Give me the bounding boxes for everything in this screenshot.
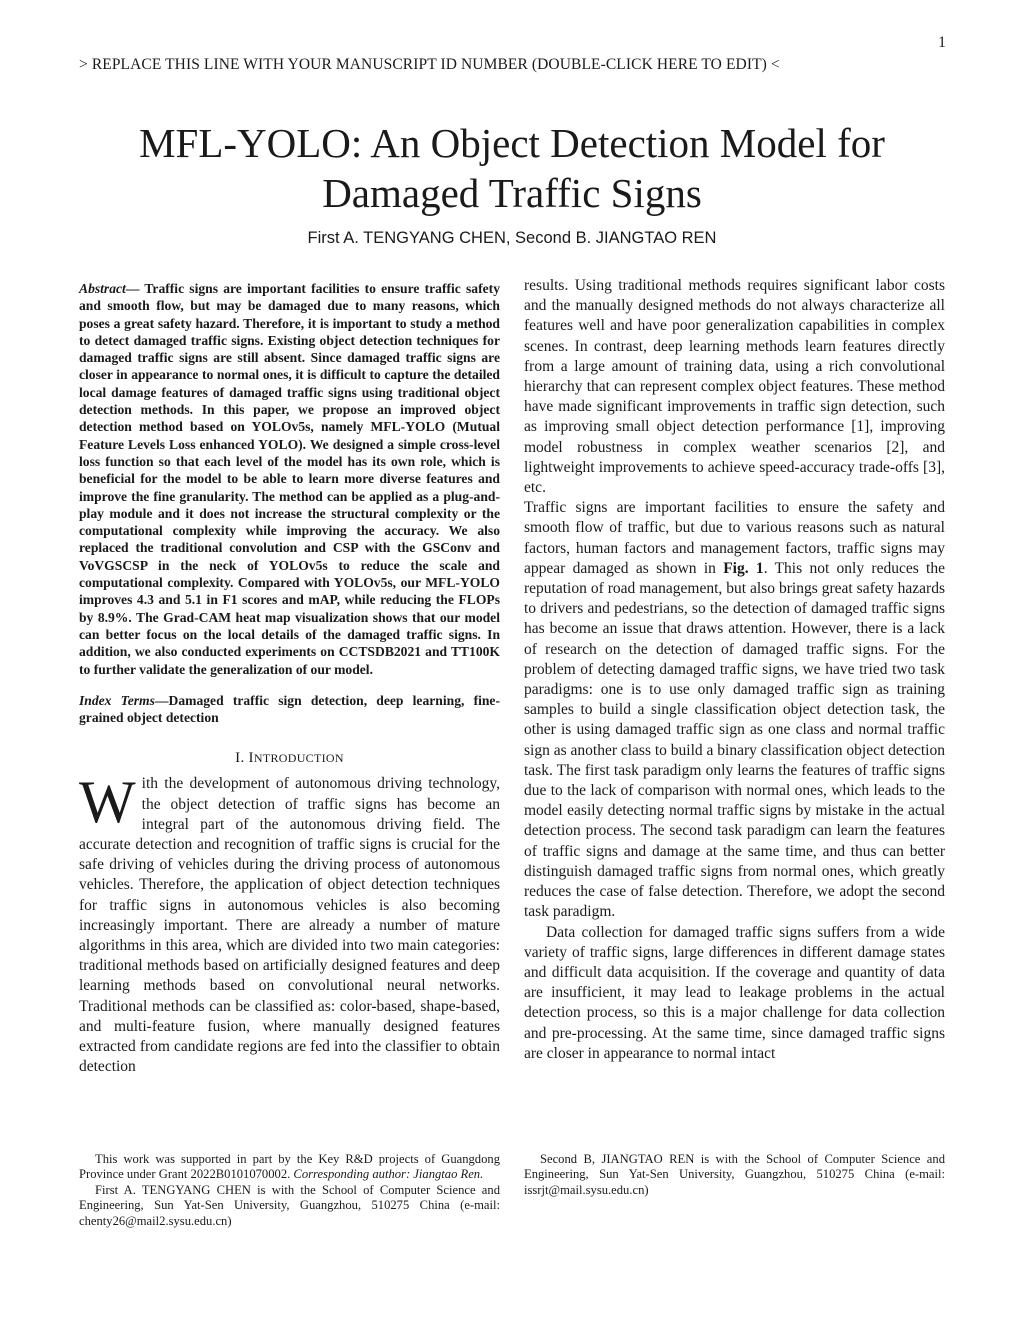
abstract-text: — Traffic signs are important facilities to ensure traffic safety and smooth flow, but may be damaged due to many reasons, which poses a great safety hazard. Therefore, it is important to study a method to detect damaged traffic signs. Existing object detection techniques for damaged traffic signs are still absent. Since damaged traffic signs are closer in appearance to normal ones, it is difficult to capture the detailed local damage features of damaged traffic signs using traditional object detection methods. In this paper, we propose an improved object detection method based on YOLOv5s, namely MFL-YOLO (Mutual Feature Levels Loss enhanced YOLO). We designed a simple cross-level loss function so that each level of the model has its own role, which is beneficial for the model to be able to learn more diverse features and improve the fine granularity. The method can be applied as a plug-and-play module and it does not increase the structural complexity or the computational complexity while improving the accuracy. We also replaced the traditional convolution and CSP with the GSConv and VoVGSCSP in the neck of YOLOv5s to reduce the scale and computational complexity. Compared with YOLOv5s, our MFL-YOLO improves 4.3 and 5.1 in F1 scores and mAP, while reducing the FLOPs by 8.9%. The Grad-CAM heat map visualization shows that our model can better focus on the local details of the damaged traffic signs. In addition, we also conducted experiments on CCTSDB2021 and TT100K to further validate the generalization of our model. bbox=[79, 281, 500, 677]
index-terms-text: —Damaged traffic sign detection, deep learning, fine-grained object detection bbox=[79, 692, 500, 726]
intro-paragraph-1-left-text: ith the development of autonomous driving technology, the object detection of traffic signs has become an integral part of the autonomous driving field. The accurate detection and recognition of traffic signs is crucial for the safe driving of vehicles during the driving process of autonomous vehicles. Therefore, the application of object detection techniques for traffic signs in autonomous vehicles is also becoming increasingly important. There are already a number of mature algorithms in this area, which are divided into two main categories: traditional methods based on artificially designed features and deep learning methods based on convolutional neural networks. Traditional methods can be classified as: color-based, shape-based, and multi-feature fusion, where manually designed features extracted from candidate regions are fed into the classifier to obtain detection bbox=[79, 775, 500, 1076]
intro-paragraph-2-text-b: . This not only reduces the reputation of road management, but also brings great safety hazards to drivers and pedestrians, so the detection of damaged traffic signs has become an issue that draws attention. However, there is a lack of research on the detection of damaged traffic signs. For the problem of detecting damaged traffic signs, we have tried two task paradigms: one is to use only damaged traffic sign as training samples to build a single classification object detection task, the other is using damaged traffic sign as one class and normal traffic sign as another class to build a binary classification object detection task. The first task paradigm only learns the features of traffic signs due to the lack of comparison with normal ones, which leads to the model easily detecting normal traffic signs by mistake in the actual detection process. The second task paradigm can learn the features of traffic signs and damage at the same time, and thus can better distinguish damaged traffic signs from normal ones, which greatly reduces the case of false detection. Therefore, we adopt the second task paradigm. bbox=[524, 559, 945, 921]
author-line: First A. TENGYANG CHEN, Second B. JIANGTAO REN bbox=[307, 229, 717, 247]
index-terms bbox=[79, 692, 500, 727]
paper-title bbox=[0, 118, 1024, 218]
intro-paragraph-2-text-a: Traffic signs are important facilities to ensure the safety and smooth flow of traffic, but due to various reasons such as natural factors, human factors and management factors, traffic signs may appear damaged as shown in bbox=[524, 499, 945, 577]
drop-cap: W bbox=[79, 769, 136, 836]
section-number: I. I bbox=[235, 750, 254, 767]
section-heading bbox=[79, 750, 500, 767]
abstract-label: Abstract bbox=[79, 281, 126, 296]
figure-reference-link[interactable]: Fig. 1 bbox=[723, 559, 764, 577]
right-column bbox=[524, 276, 945, 1064]
author1-footnote: First A. TENGYANG CHEN is with the School of Computer Science and Engineering, Sun Yat-Sen University, Guangzhou, 510275 China (e-mail: chenty26@mail2.sysu.edu.cn) bbox=[79, 1182, 500, 1228]
intro-paragraph-2 bbox=[524, 498, 945, 922]
footnotes-left bbox=[79, 1152, 500, 1229]
corresponding-author: Corresponding author: Jiangtao Ren. bbox=[293, 1167, 484, 1182]
intro-paragraph-1-part-1 bbox=[79, 769, 500, 1077]
index-terms-label: Index Terms bbox=[79, 692, 155, 708]
left-column bbox=[79, 280, 500, 1077]
intro-paragraph-3: Data collection for damaged traffic signs suffers from a wide variety of traffic signs, large differences in different damage states and difficult data acquisition. If the coverage and quantity of data are insufficient, it may lead to leakage problems in the actual detection process, so this is a major challenge for data collection and pre-processing. At the same time, since damaged traffic signs are closer in appearance to normal intact bbox=[524, 923, 945, 1062]
footnotes-right bbox=[524, 1152, 945, 1198]
manuscript-id-line[interactable]: > REPLACE THIS LINE WITH YOUR MANUSCRIPT ID NUMBER (DOUBLE-CLICK HERE TO EDIT) < bbox=[79, 56, 780, 73]
funding-footnote bbox=[79, 1152, 500, 1183]
abstract bbox=[79, 280, 500, 678]
page-number: 1 bbox=[938, 34, 946, 51]
author2-footnote: Second B, JIANGTAO REN is with the School of Computer Science and Engineering, Sun Yat-Sen University, Guangzhou, 510275 China (e-mail: issrjt@mail.sysu.edu.cn) bbox=[524, 1152, 945, 1197]
title-line-2: Damaged Traffic Signs bbox=[322, 170, 702, 216]
intro-paragraph-1-right-text: results. Using traditional methods requires significant labor costs and the manually designed methods do not always characterize all features well and have poor generalization capabilities in complex scenes. In contrast, deep learning methods learn features directly from a large amount of training data, using a rich convolutional hierarchy that can represent complex object features. These method have made significant improvements in traffic sign detection, such as improving small object detection performance [1], improving model robustness in complex weather scenarios [2], and lightweight improvements to achieve speed-accuracy trade-offs [3], etc. bbox=[524, 277, 945, 497]
funding-text: This work was supported in part by the Key R&D projects of Guangdong Province under Grant 2022B0101070002. bbox=[79, 1152, 500, 1182]
title-line-1: MFL-YOLO: An Object Detection Model for bbox=[139, 120, 885, 166]
intro-paragraph-1-part-2 bbox=[524, 276, 945, 498]
section-title: NTRODUCTION bbox=[253, 751, 344, 766]
